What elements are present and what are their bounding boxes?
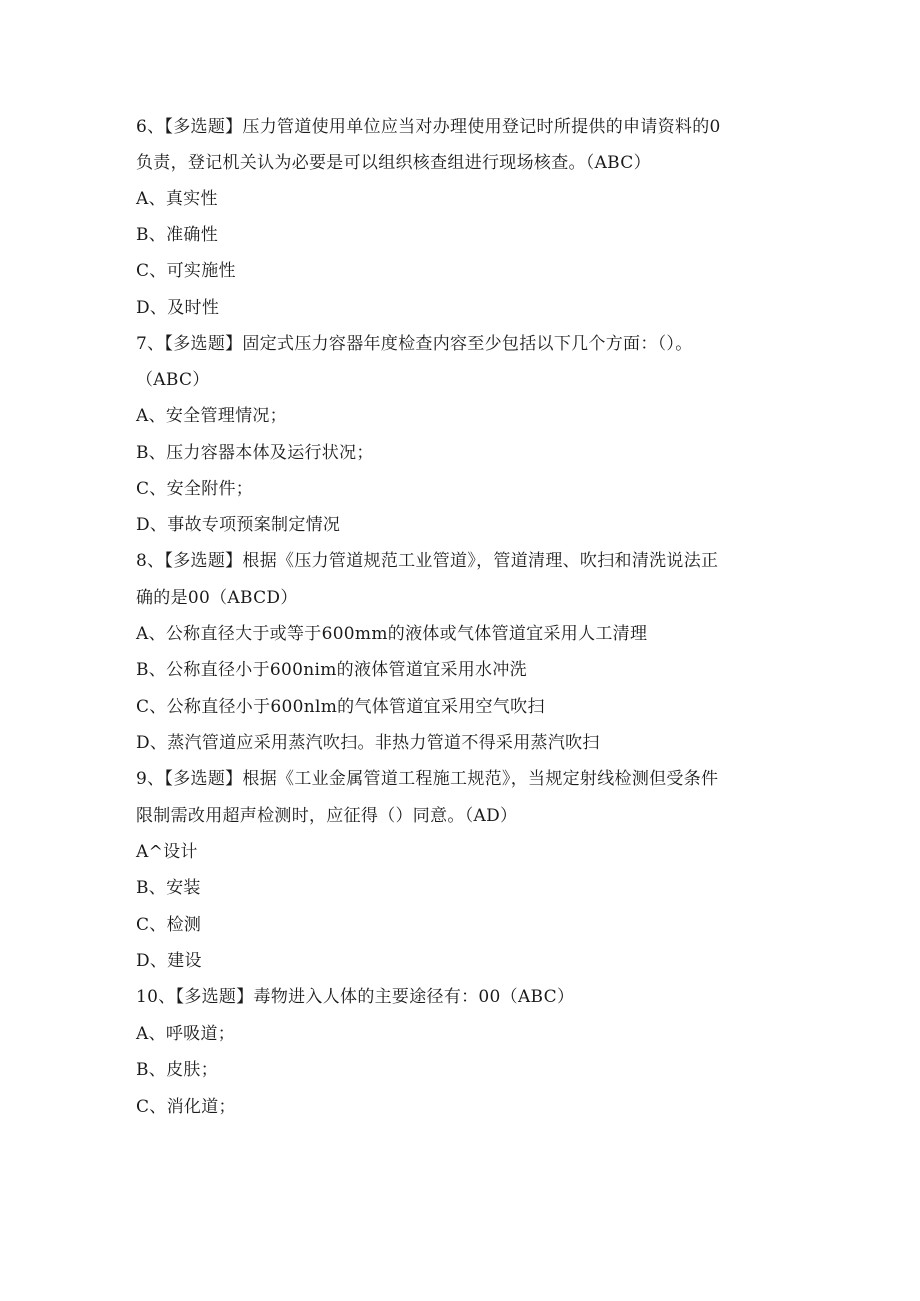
question-6-option-c: C、可实施性: [136, 261, 236, 281]
question-6-stem-line-2: 负责，登记机关认为必要是可以组织核查组进行现场核查。（ABC）: [136, 153, 651, 173]
question-7-option-a: A、安全管理情况；: [136, 406, 287, 426]
question-10-option-c: C、消化道；: [136, 1097, 236, 1117]
question-7-stem-line-2: （ABC）: [136, 370, 210, 390]
question-9-option-c: C、检测: [136, 915, 202, 935]
question-10-stem-line-1: 10、【多选题】毒物进入人体的主要途径有：00（ABC）: [136, 987, 575, 1007]
question-9-option-d: D、建设: [136, 951, 202, 971]
question-6-option-b: B、准确性: [136, 225, 218, 245]
question-8-option-c: C、公称直径小于600nlm的气体管道宜采用空气吹扫: [136, 697, 545, 717]
question-8-stem-line-2: 确的是00（ABCD）: [136, 588, 298, 608]
question-9-stem-line-1: 9、【多选题】根据《工业金属管道工程施工规范》，当规定射线检测但受条件: [136, 769, 719, 789]
question-9-option-a: A^设计: [136, 842, 198, 862]
question-7-option-d: D、事故专项预案制定情况: [136, 515, 341, 535]
question-6-option-a: A、真实性: [136, 189, 218, 209]
question-8-option-a: A、公称直径大于或等于600mm的液体或气体管道宜采用人工清理: [136, 624, 648, 644]
question-6-option-d: D、及时性: [136, 298, 220, 318]
question-10-option-b: B、皮肤；: [136, 1060, 218, 1080]
question-8-option-b: B、公称直径小于600nim的液体管道宜采用水冲洗: [136, 660, 527, 680]
question-8-option-d: D、蒸汽管道应采用蒸汽吹扫。非热力管道不得采用蒸汽吹扫: [136, 733, 600, 753]
question-7-stem-line-1: 7、【多选题】固定式压力容器年度检查内容至少包括以下几个方面：（）。: [136, 334, 693, 354]
question-7-option-b: B、压力容器本体及运行状况；: [136, 443, 374, 463]
question-9-stem-line-2: 限制需改用超声检测时，应征得（）同意。（AD）: [136, 806, 518, 826]
question-7-option-c: C、安全附件；: [136, 479, 254, 499]
question-9-option-b: B、安装: [136, 878, 201, 898]
question-8-stem-line-1: 8、【多选题】根据《压力管道规范工业管道》，管道清理、吹扫和清洗说法正: [136, 551, 719, 571]
question-10-option-a: A、呼吸道；: [136, 1024, 236, 1044]
question-6-stem-line-1: 6、【多选题】压力管道使用单位应当对办理使用登记时所提供的申请资料的0: [136, 117, 721, 137]
